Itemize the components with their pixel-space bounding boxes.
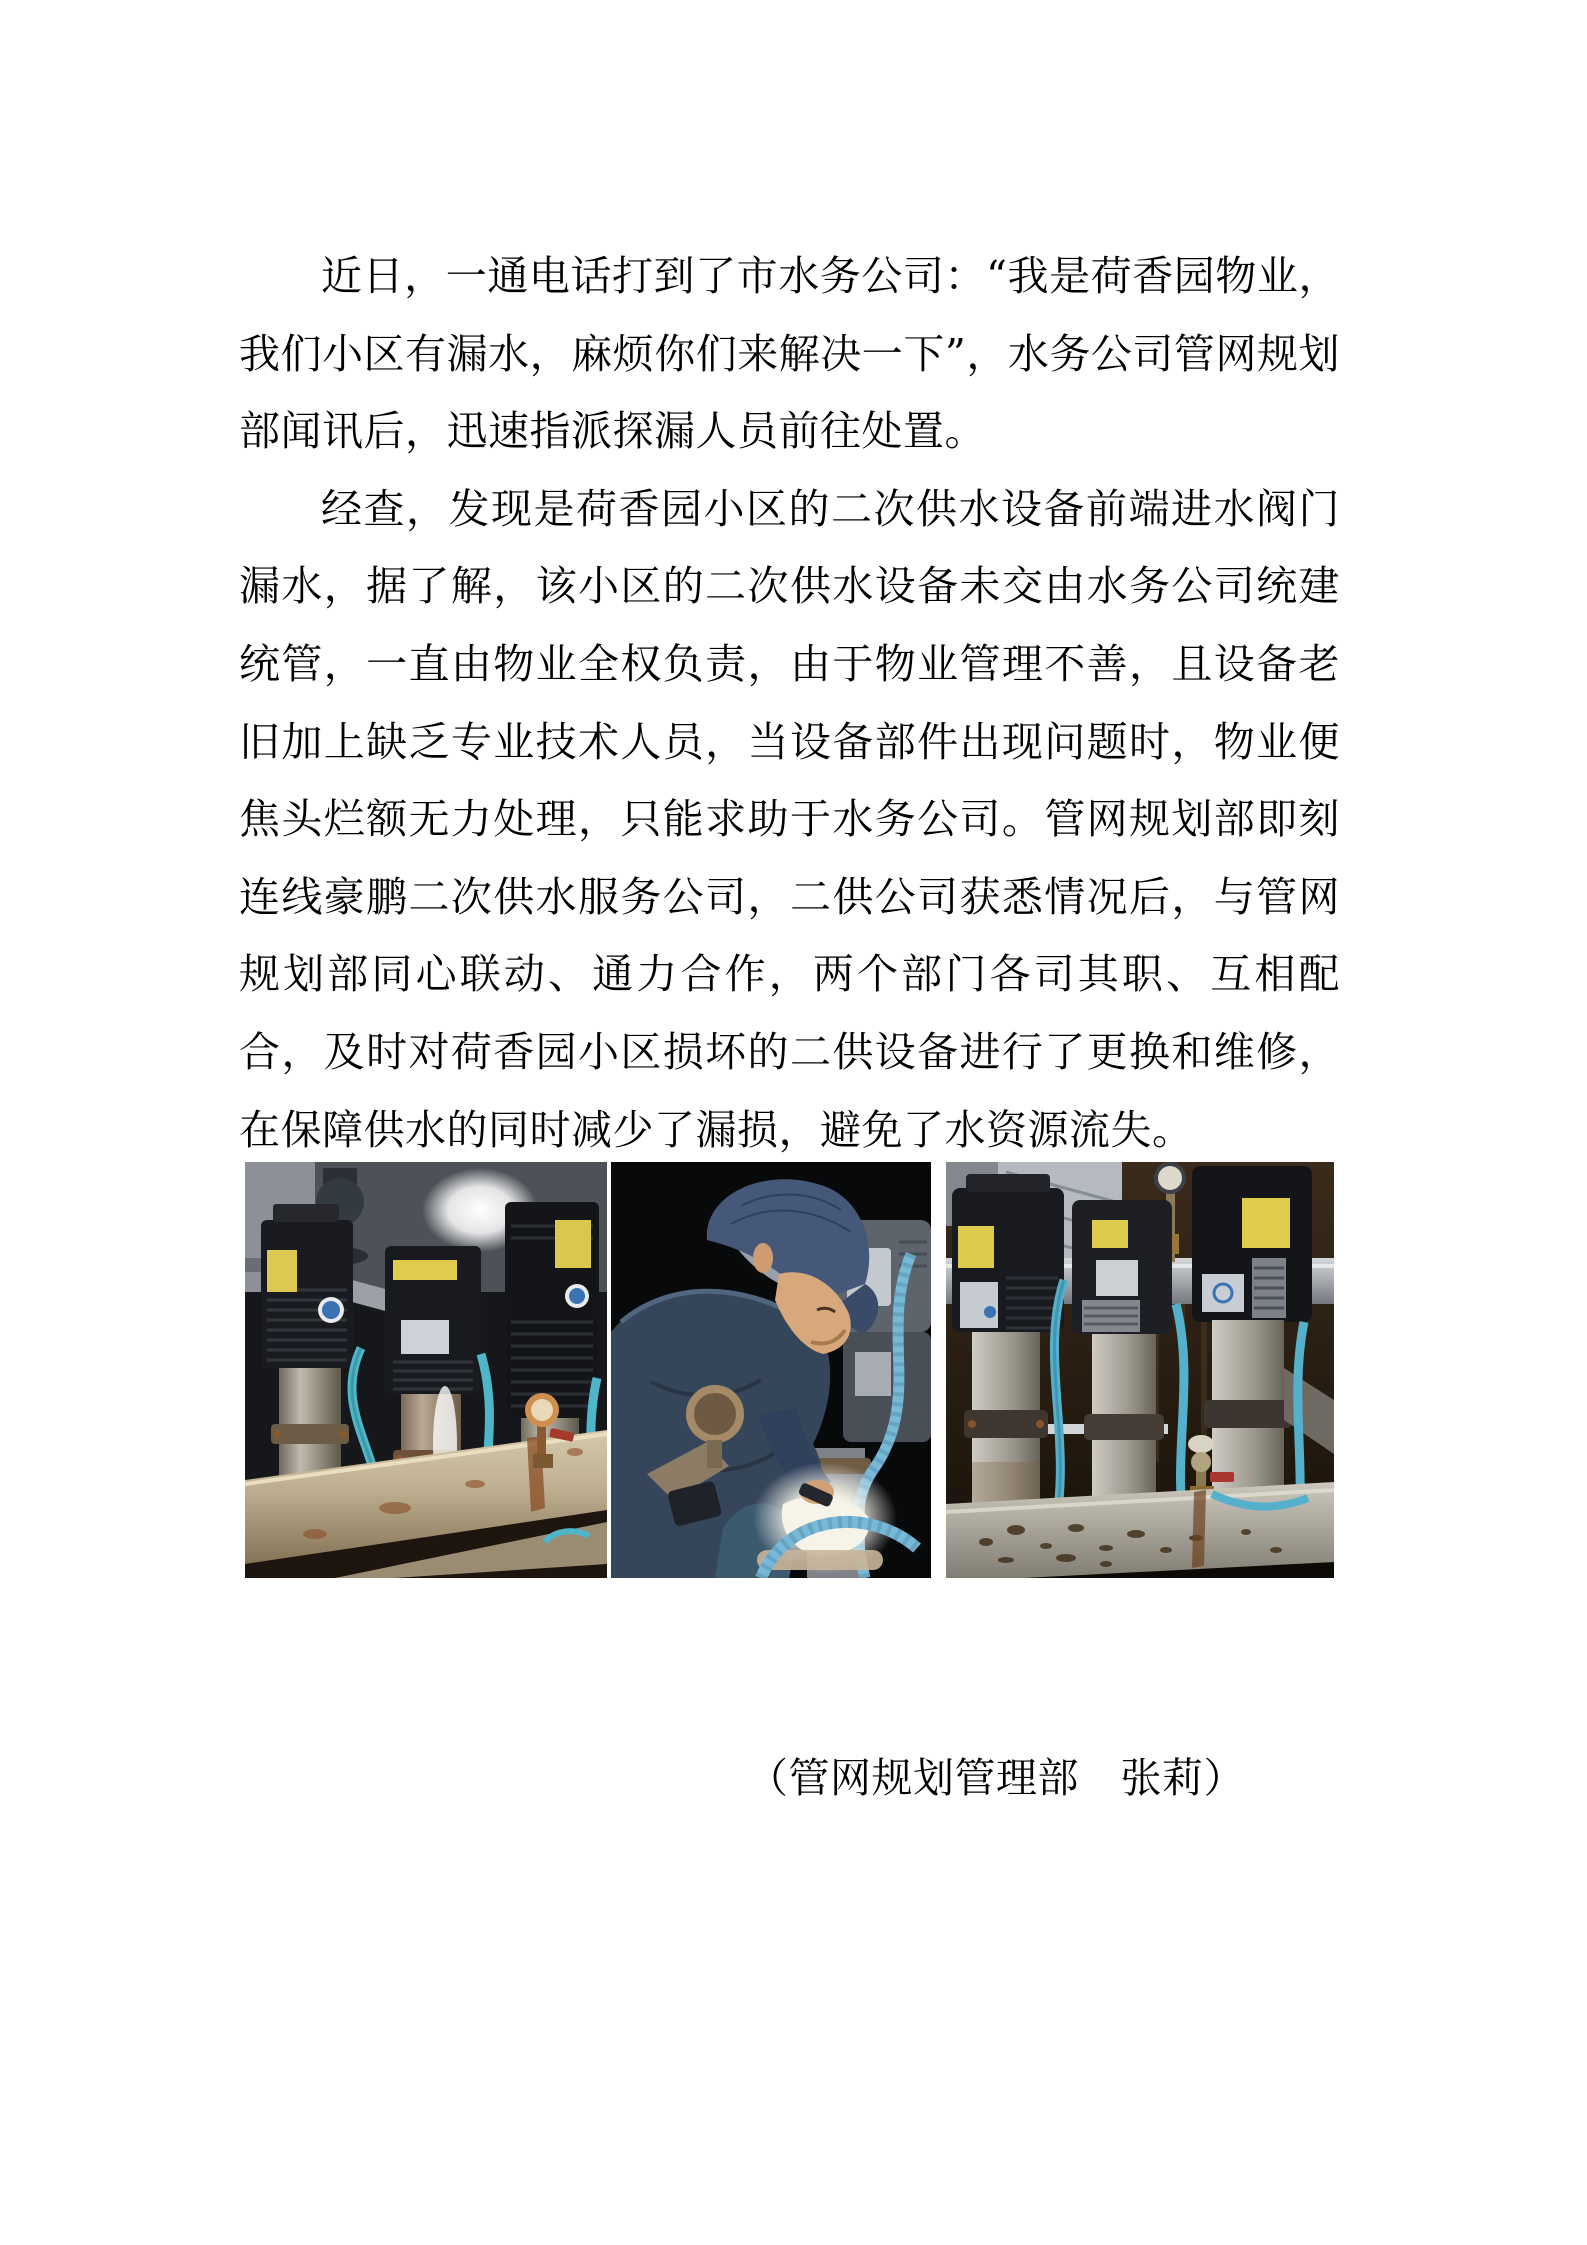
photo-illustration <box>611 1162 931 1578</box>
byline: （管网规划管理部 张莉） <box>747 1754 1245 1802</box>
yellow-label <box>393 1260 457 1280</box>
paragraph-2: 经查，发现是荷香园小区的二次供水设备前端进水阀门漏水，据了解，该小区的二次供水设备未交由水务公司统建统管，一直由物业全权负责，由于物业管理不善，且设备老旧加上缺乏专业技术人员，当设备部件出现问题时，物业便焦头烂额无力处理，只能求助于水务公司。管网规划部即刻连线豪鹏二次供水服务公司，二供公司获悉情况后，与管网规划部同心联动、通力合作，两个部门各司其职、互相配合，及时对荷香园小区损坏的二供设备进行了更换和维修，在保障供水的同时减少了漏损，避免了水资源流失。 <box>239 484 1340 1154</box>
photo-illustration <box>946 1162 1334 1578</box>
pump-motor-left <box>952 1174 1064 1332</box>
yellow-label <box>958 1226 994 1268</box>
yellow-label <box>267 1250 297 1292</box>
paragraph-1: 近日，一通电话打到了市水务公司：“我是荷香园物业，我们小区有漏水，麻烦你们来解决一下”，水务公司管网规划部闻讯后，迅速指派探漏人员前往处置。 <box>239 252 1340 456</box>
yellow-label <box>555 1220 591 1268</box>
ear <box>753 1243 773 1273</box>
red-valve-handle <box>1210 1472 1234 1482</box>
repaired-pump-units-photo <box>946 1162 1334 1578</box>
pump-motor-right <box>1192 1166 1312 1322</box>
rust-streak <box>1192 1490 1206 1568</box>
technician-inspecting-equipment-photo <box>611 1162 931 1578</box>
yellow-label <box>1242 1198 1290 1248</box>
pump-motor-center <box>1072 1200 1172 1334</box>
pump-room-leaking-valve-photo <box>245 1162 607 1578</box>
yellow-label <box>1092 1220 1128 1248</box>
article-body <box>239 238 1340 1169</box>
photo-illustration <box>245 1162 607 1578</box>
